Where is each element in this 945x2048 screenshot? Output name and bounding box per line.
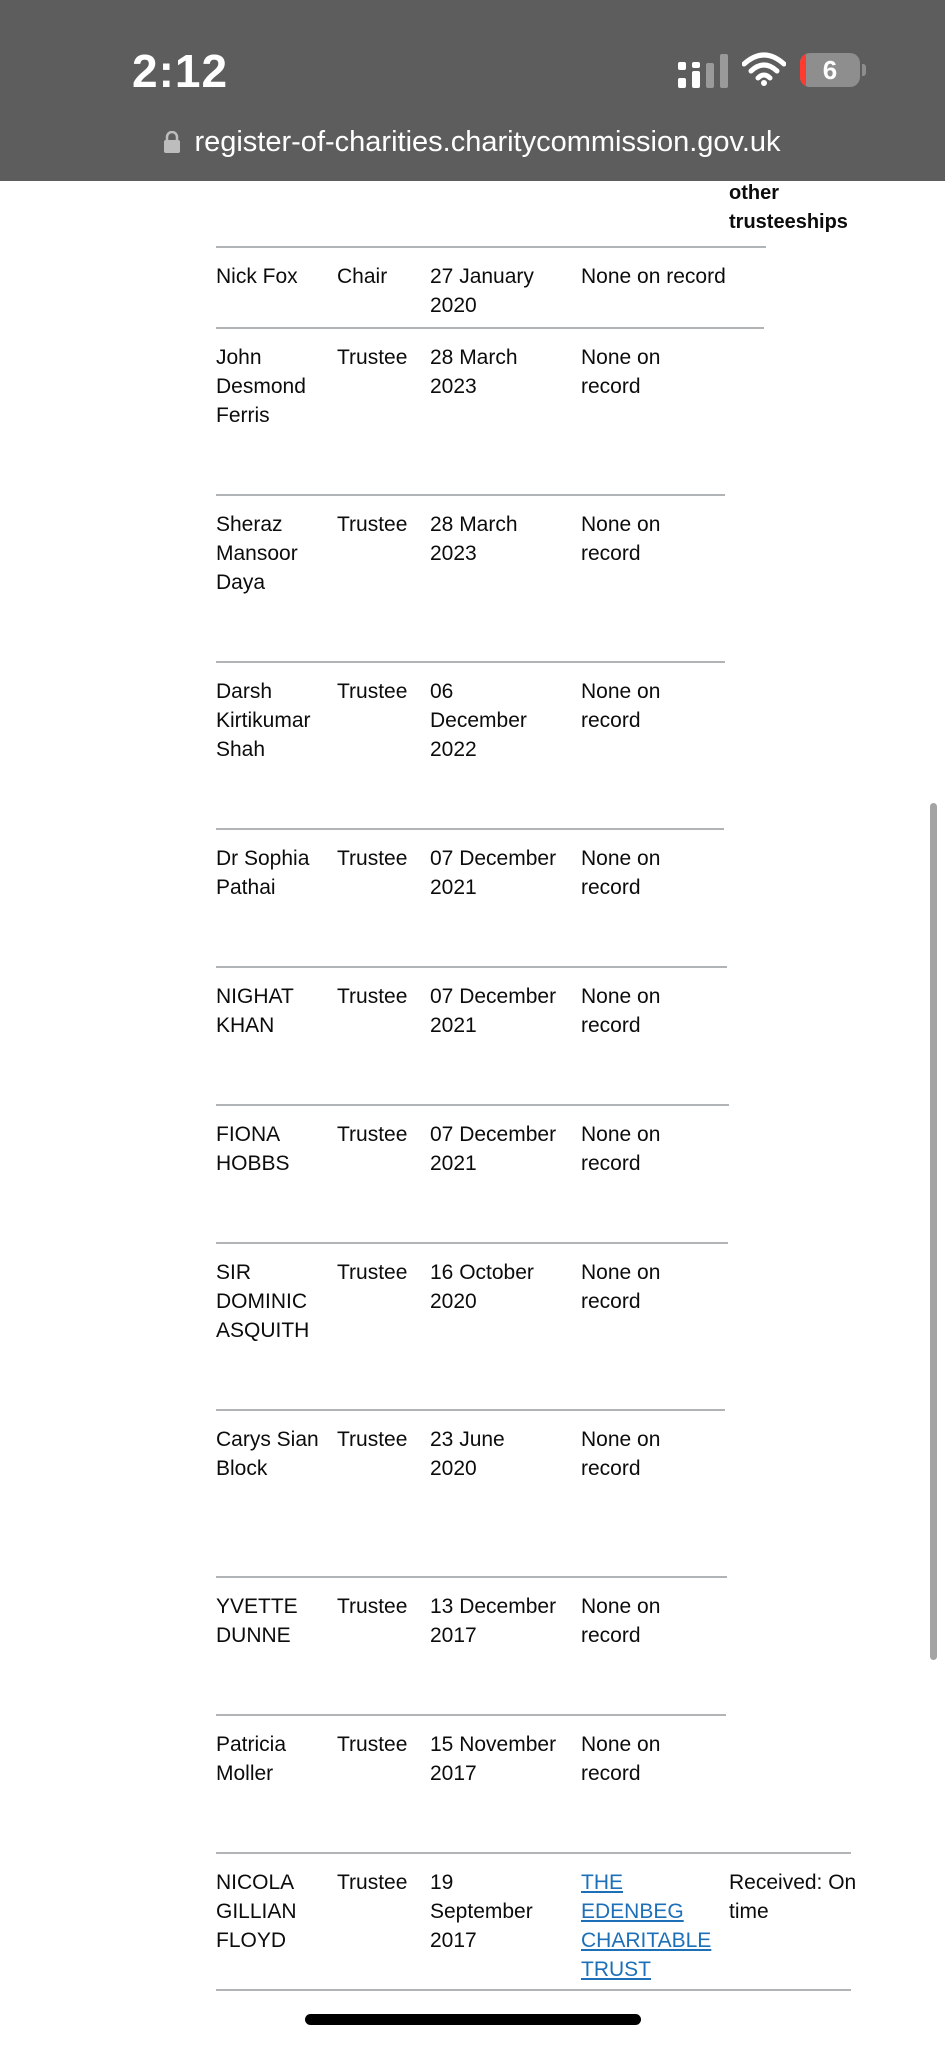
trustee-name	[216, 1868, 320, 1955]
cell-line: 06	[430, 680, 454, 703]
status-time: 2:12	[132, 45, 229, 97]
trustee-name	[216, 982, 320, 1040]
cell-line: record	[581, 876, 641, 899]
cell-line: Moller	[216, 1762, 274, 1785]
cell-line: Nick Fox	[216, 265, 298, 288]
cell-line: 2023	[430, 542, 477, 565]
battery-level: 6	[822, 55, 838, 85]
cell-line[interactable]: EDENBEG	[581, 1900, 684, 1923]
cell-line[interactable]: TRUST	[581, 1958, 651, 1981]
cell-line: 23 June	[430, 1428, 505, 1451]
other-trusteeships	[581, 1592, 731, 1650]
cell-line: None on	[581, 1123, 661, 1146]
other-trusteeships	[581, 1120, 731, 1178]
appointment-date	[430, 1258, 575, 1316]
trustee-name	[216, 1258, 320, 1345]
appointment-date	[430, 262, 575, 320]
row-divider	[216, 828, 724, 830]
cell-line: Block	[216, 1457, 268, 1480]
row-divider	[216, 966, 727, 968]
battery-icon	[800, 53, 860, 87]
trustee-name	[216, 1592, 320, 1650]
appointment-date	[430, 1425, 575, 1483]
trustee-name	[216, 1730, 320, 1788]
trustee-role: Trustee	[337, 1123, 408, 1146]
trustee-role: Trustee	[337, 1428, 408, 1451]
cell-line: record	[581, 375, 641, 398]
cell-line: 28 March	[430, 346, 518, 369]
cell-line: 28 March	[430, 513, 518, 536]
cell-line: Dr Sophia	[216, 847, 310, 870]
cellular-signal-icon	[678, 54, 728, 88]
other-trusteeships	[581, 1425, 731, 1483]
other-trusteeships	[581, 1258, 731, 1316]
cell-line: Carys Sian	[216, 1428, 319, 1451]
trustee-role: Trustee	[337, 1871, 408, 1894]
row-divider	[216, 1409, 725, 1411]
cell-line: 2020	[430, 294, 477, 317]
cell-line: record	[581, 1290, 641, 1313]
scrollbar[interactable]	[930, 803, 937, 1660]
trustee-role: Trustee	[337, 847, 408, 870]
cell-line: 2020	[430, 1457, 477, 1480]
other-trusteeships	[581, 262, 731, 291]
lock-icon	[164, 131, 180, 153]
cell-line: September	[430, 1900, 533, 1923]
other-trusteeships[interactable]	[581, 1868, 731, 1984]
cell-line: 2021	[430, 1152, 477, 1175]
other-trusteeships	[581, 677, 731, 735]
cell-line: Daya	[216, 571, 266, 594]
cell-line: 2017	[430, 1624, 477, 1647]
cell-line: record	[581, 1457, 641, 1480]
cell-line: record	[581, 1624, 641, 1647]
home-indicator[interactable]	[305, 2014, 641, 2025]
appointment-date	[430, 844, 575, 902]
cell-line: None on record	[581, 265, 726, 288]
trustee-role: Trustee	[337, 985, 408, 1008]
other-trusteeships	[581, 1730, 731, 1788]
cell-line: ASQUITH	[216, 1319, 310, 1342]
cell-line: NIGHAT	[216, 985, 294, 1008]
row-divider	[216, 1852, 851, 1854]
trustee-role: Trustee	[337, 1261, 408, 1284]
row-divider	[216, 1104, 729, 1106]
cell-line: KHAN	[216, 1014, 275, 1037]
cell-line: 19	[430, 1871, 454, 1894]
cell-line: Mansoor	[216, 542, 298, 565]
cell-line: Desmond	[216, 375, 306, 398]
cell-line: None on	[581, 1428, 661, 1451]
row-divider	[216, 661, 725, 663]
url-text: register-of-charities.charitycommission.gov.uk	[194, 126, 781, 158]
cell-line: 2021	[430, 1014, 477, 1037]
reporting-status	[729, 1868, 859, 1926]
trustee-name	[216, 1425, 320, 1483]
row-divider	[216, 494, 725, 496]
trustee-role: Trustee	[337, 1733, 408, 1756]
trustee-name	[216, 343, 320, 430]
cell-line: Ferris	[216, 404, 270, 427]
other-trusteeships	[581, 982, 731, 1040]
trustee-name	[216, 1120, 320, 1178]
cell-line: None on	[581, 346, 661, 369]
column-header-other-trusteeships	[729, 179, 848, 237]
browser-top-bar	[0, 0, 945, 181]
header-line: trusteeships	[729, 211, 848, 233]
cell-line: 13 December	[430, 1595, 557, 1618]
appointment-date	[430, 1730, 575, 1788]
appointment-date	[430, 677, 575, 764]
header-line: other	[729, 182, 779, 204]
cell-line: 07 December	[430, 1123, 557, 1146]
cell-line: FLOYD	[216, 1929, 287, 1952]
cell-line: record	[581, 1152, 641, 1175]
row-divider	[216, 1989, 851, 1991]
cell-line: Shah	[216, 738, 266, 761]
trustee-name	[216, 262, 320, 291]
other-trusteeships	[581, 510, 731, 568]
cell-line: None on	[581, 847, 661, 870]
cell-line: None on	[581, 680, 661, 703]
cell-line: Patricia	[216, 1733, 287, 1756]
cell-line: 16 October	[430, 1261, 534, 1284]
address-bar[interactable]	[0, 126, 945, 159]
cell-line: None on	[581, 1595, 661, 1618]
cell-line: John	[216, 346, 262, 369]
cell-line: December	[430, 709, 527, 732]
cell-line: 2017	[430, 1762, 477, 1785]
cell-line: 15 November	[430, 1733, 557, 1756]
cell-line: time	[729, 1900, 769, 1923]
other-trusteeships	[581, 844, 731, 902]
trustee-role: Trustee	[337, 1595, 408, 1618]
cell-line: Pathai	[216, 876, 276, 899]
cell-line: DUNNE	[216, 1624, 291, 1647]
row-divider	[216, 246, 766, 248]
cell-line: 07 December	[430, 985, 557, 1008]
cell-line[interactable]: CHARITABLE	[581, 1929, 712, 1952]
cell-line: YVETTE	[216, 1595, 298, 1618]
appointment-date	[430, 1868, 575, 1955]
row-divider	[216, 1714, 726, 1716]
cell-line: HOBBS	[216, 1152, 290, 1175]
appointment-date	[430, 343, 575, 401]
cell-line: record	[581, 1014, 641, 1037]
cell-line: record	[581, 1762, 641, 1785]
row-divider	[216, 327, 764, 329]
cell-line: NICOLA	[216, 1871, 295, 1894]
other-trusteeships	[581, 343, 731, 401]
row-divider	[216, 1242, 728, 1244]
appointment-date	[430, 1120, 575, 1178]
cell-line: 2017	[430, 1929, 477, 1952]
trustee-role: Trustee	[337, 680, 408, 703]
cell-line: record	[581, 709, 641, 732]
cell-line: DOMINIC	[216, 1290, 307, 1313]
cell-line: 2020	[430, 1290, 477, 1313]
trustee-role: Trustee	[337, 513, 408, 536]
cell-line[interactable]: THE	[581, 1871, 623, 1894]
cell-line: 2021	[430, 876, 477, 899]
cell-line: Kirtikumar	[216, 709, 311, 732]
wifi-icon	[742, 52, 786, 86]
cell-line: SIR	[216, 1261, 252, 1284]
cell-line: Received: On	[729, 1871, 857, 1894]
cell-line: GILLIAN	[216, 1900, 297, 1923]
cell-line: None on	[581, 1733, 661, 1756]
row-divider	[216, 1576, 727, 1578]
cell-line: Sheraz	[216, 513, 283, 536]
cell-line: 07 December	[430, 847, 557, 870]
trustee-name	[216, 677, 320, 764]
cell-line: None on	[581, 513, 661, 536]
battery-tip	[862, 64, 866, 76]
cell-line: 27 January	[430, 265, 534, 288]
appointment-date	[430, 982, 575, 1040]
trustee-role: Chair	[337, 265, 388, 288]
cell-line: FIONA	[216, 1123, 281, 1146]
cell-line: Darsh	[216, 680, 273, 703]
appointment-date	[430, 1592, 575, 1650]
trustee-name	[216, 844, 320, 902]
appointment-date	[430, 510, 575, 568]
cell-line: record	[581, 542, 641, 565]
cell-line: 2022	[430, 738, 477, 761]
cell-line: None on	[581, 1261, 661, 1284]
linked-charity-link[interactable]	[581, 1868, 731, 1984]
cell-line: 2023	[430, 375, 477, 398]
trustee-name	[216, 510, 320, 597]
trustee-role: Trustee	[337, 346, 408, 369]
cell-line: None on	[581, 985, 661, 1008]
